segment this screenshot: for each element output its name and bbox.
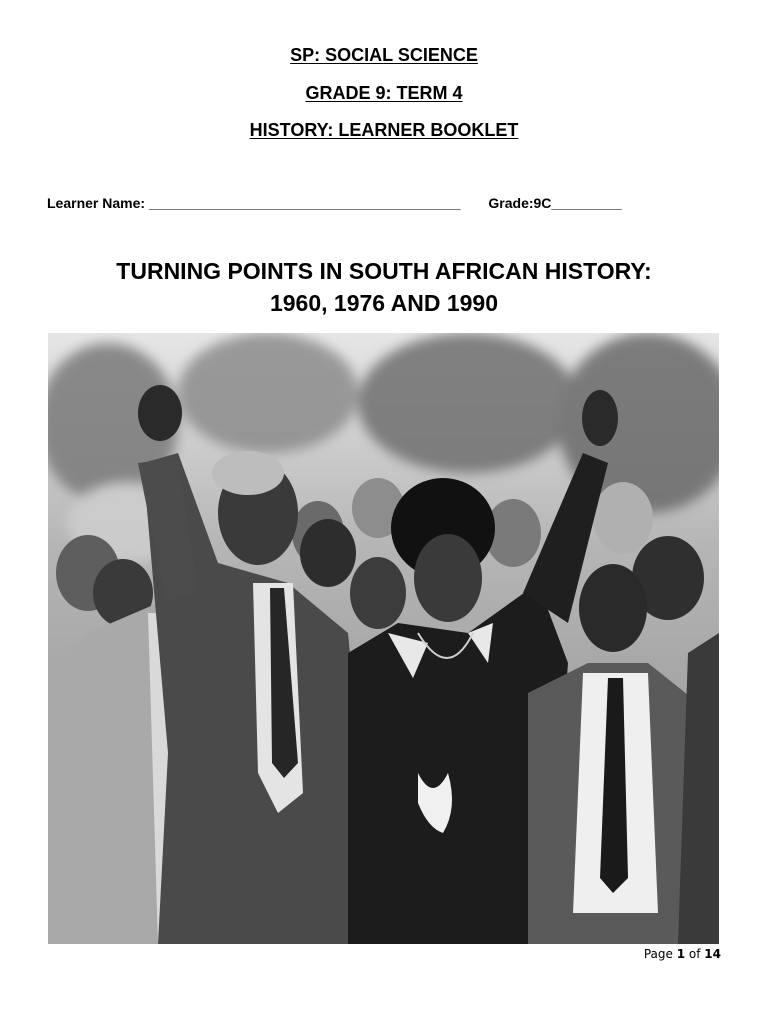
page-number	[644, 946, 721, 962]
learner-name-blank[interactable]: ________________________________________	[148, 195, 461, 211]
learner-details-row	[47, 193, 622, 213]
subject-heading: SP: SOCIAL SCIENCE	[290, 45, 478, 65]
cover-photo	[48, 333, 719, 944]
grade-blank[interactable]: _________	[551, 195, 622, 211]
current-page: 1	[676, 947, 686, 961]
booklet-title-line-1: TURNING POINTS IN SOUTH AFRICAN HISTORY:	[116, 258, 652, 284]
of-word: of	[685, 947, 705, 961]
total-pages: 14	[704, 947, 721, 961]
grade-label: Grade:9C	[488, 195, 552, 211]
grade-term-heading: GRADE 9: TERM 4	[305, 83, 463, 103]
page-word: Page	[643, 947, 677, 961]
learner-name-label: Learner Name:	[47, 195, 149, 211]
booklet-heading: HISTORY: LEARNER BOOKLET	[249, 120, 519, 140]
booklet-title-line-2: 1960, 1976 AND 1990	[269, 290, 499, 316]
crowd-photo-icon	[48, 333, 719, 944]
